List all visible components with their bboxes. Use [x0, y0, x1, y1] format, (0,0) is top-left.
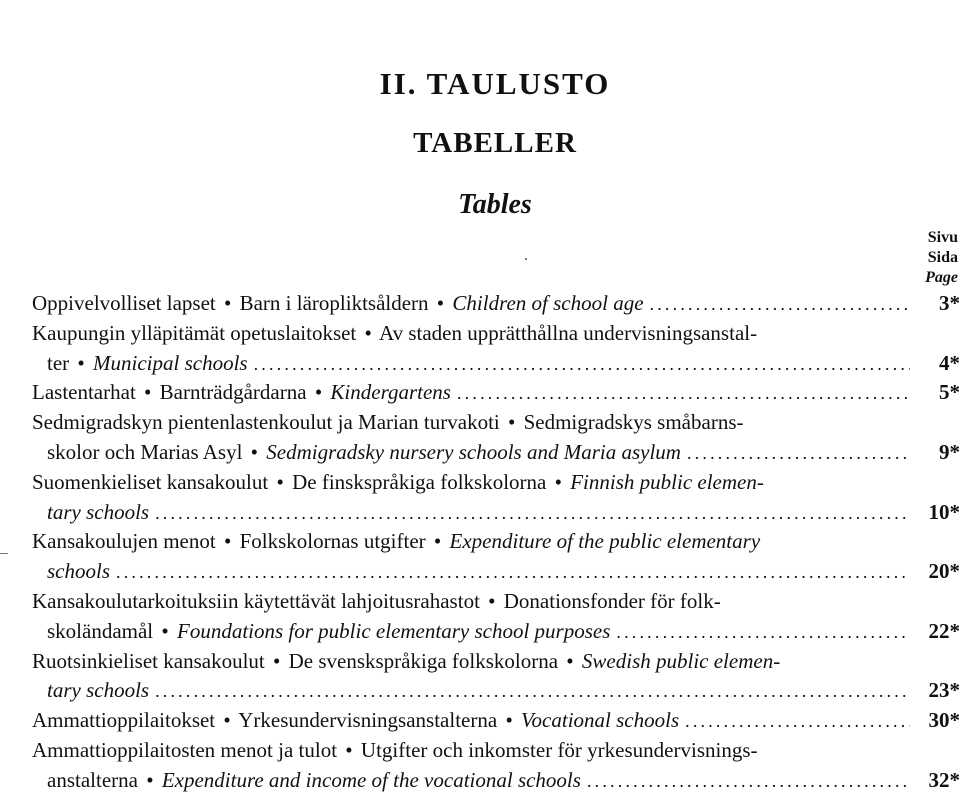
toc-title-en: Municipal schools: [93, 350, 248, 375]
toc-title-fi: Ammattioppilaitosten menot ja tulot: [32, 737, 338, 762]
toc-entry-line: [32, 408, 960, 438]
toc-title-sv: Donationsfonder för folk-: [503, 588, 721, 613]
bullet-separator: •: [364, 320, 372, 345]
toc-entry[interactable]: [32, 378, 960, 408]
page-number: 9*: [939, 439, 960, 464]
toc-entry-text: [32, 647, 780, 677]
toc-entry[interactable]: [32, 736, 960, 796]
toc-title-fi: Ruotsinkieliset kansakoulut: [32, 648, 265, 673]
page-number: 23*: [928, 678, 960, 703]
toc-entry[interactable]: [32, 408, 960, 468]
bullet-separator: •: [223, 529, 232, 554]
bullet-separator: •: [436, 291, 445, 315]
dot-leader: [687, 439, 910, 469]
bullet-separator: •: [505, 708, 513, 733]
page-number: 30*: [928, 708, 960, 733]
toc-entry[interactable]: [32, 289, 960, 319]
toc-entry-text: [32, 527, 760, 557]
toc-entry-line: [32, 736, 960, 766]
dot-leader: [155, 677, 910, 707]
toc-entry-text: [47, 766, 581, 796]
page-number: 22*: [928, 618, 960, 643]
toc-title-en: Finnish public elemen-: [570, 469, 764, 494]
dot-leader: [587, 767, 910, 797]
bullet-separator: •: [144, 380, 152, 405]
toc-title-fi: Kaupungin ylläpitämät opetuslaitokset: [32, 320, 357, 345]
toc-entry-line: [32, 557, 960, 587]
toc-entry-text: [32, 378, 451, 408]
toc-title-sv: Utgifter och inkomster för yrkesundervisnings-: [360, 737, 758, 762]
toc-title-fi: Sedmigradskyn pientenlastenkoulut ja Marian turvakoti: [32, 410, 500, 435]
page-number: 3*: [939, 291, 960, 315]
toc-title-fi: Lastentarhat: [32, 380, 136, 405]
page-column-header: [925, 228, 958, 288]
toc-entry-text: [32, 468, 764, 498]
heading-english: Tables: [458, 189, 532, 220]
toc-entry[interactable]: [32, 587, 960, 647]
dot-leader: [457, 379, 910, 409]
toc-entry-line: [32, 498, 960, 528]
bullet-separator: •: [276, 469, 284, 494]
toc-title-sv: anstalterna: [47, 767, 138, 792]
bullet-separator: •: [345, 737, 353, 762]
toc-title-sv: De svenskspråkiga folkskolorna: [288, 648, 559, 673]
toc-entry-line: [32, 617, 960, 647]
page-number: 32*: [928, 767, 960, 792]
toc-entry[interactable]: [32, 706, 960, 736]
toc-title-fi: Kansakoulujen menot: [32, 529, 216, 554]
toc-entry-line: [32, 647, 960, 677]
bullet-separator: •: [507, 410, 516, 435]
toc-title-sv: Sedmigradskys småbarns-: [523, 410, 744, 435]
toc-entry-line: [32, 378, 960, 408]
dot-leader: [155, 499, 910, 529]
bullet-separator: •: [566, 648, 574, 673]
toc-entry-text: [32, 587, 721, 617]
toc-entry-line: [32, 527, 960, 557]
toc-entry-line: [32, 438, 960, 468]
bullet-separator: •: [250, 439, 259, 464]
print-speck: [525, 258, 527, 260]
toc-title-fi: Suomenkieliset kansakoulut: [32, 469, 269, 494]
toc-title-en: Kindergartens: [330, 380, 451, 405]
toc-title-sv: Barnträdgårdarna: [159, 380, 307, 405]
bullet-separator: •: [223, 291, 232, 315]
page-number: 4*: [939, 350, 960, 375]
toc-entry[interactable]: [32, 319, 960, 379]
toc-title-sv: Folkskolornas utgifter: [239, 529, 426, 554]
page-column-label-sv: Sida: [927, 249, 958, 266]
dot-leader: [616, 618, 910, 648]
bullet-separator: •: [433, 529, 442, 554]
heading-swedish: TABELLER: [413, 127, 577, 159]
page-number: 20*: [928, 559, 960, 584]
toc-entry-text: [32, 736, 758, 766]
bullet-separator: •: [488, 588, 496, 613]
table-of-contents: [32, 289, 960, 796]
toc-entry-line: [32, 289, 960, 319]
toc-entry-line: [32, 319, 960, 349]
toc-entry-line: [32, 349, 960, 379]
bullet-separator: •: [146, 767, 154, 792]
toc-title-en: tary schools: [47, 499, 150, 524]
bullet-separator: •: [223, 708, 231, 733]
dot-leader: [116, 558, 910, 588]
toc-entry-text: [32, 289, 644, 319]
toc-title-en: Foundations for public elementary school purposes: [177, 618, 611, 643]
print-dash-mark: [0, 553, 8, 554]
toc-entry-text: [32, 706, 679, 736]
toc-title-en: Vocational schools: [521, 708, 680, 733]
toc-title-en: Expenditure of the public elementary: [449, 529, 761, 554]
dot-leader: [685, 707, 910, 737]
toc-title-sv: skoländamål: [47, 618, 154, 643]
toc-title-sv: skolor och Marias Asyl: [47, 439, 243, 464]
toc-title-sv: Av staden upprätthållna undervisningsanstal-: [378, 320, 758, 345]
toc-title-sv: De finskspråkiga folkskolorna: [292, 469, 547, 494]
dot-leader: [650, 290, 910, 320]
toc-entry-text: [32, 319, 757, 349]
toc-entry[interactable]: [32, 468, 960, 528]
toc-entry-text: [47, 498, 149, 528]
toc-title-en: Children of school age: [452, 291, 644, 315]
bullet-separator: •: [314, 380, 323, 405]
dot-leader: [254, 350, 910, 380]
toc-entry[interactable]: [32, 527, 960, 587]
toc-entry[interactable]: [32, 647, 960, 707]
toc-title-fi: Kansakoulutarkoituksiin käytettävät lahjoitusrahastot: [32, 588, 480, 613]
toc-title-sv: Barn i läropliktsåldern: [239, 291, 429, 315]
toc-title-en: tary schools: [47, 678, 150, 703]
bullet-separator: •: [272, 648, 281, 673]
toc-entry-text: [47, 438, 681, 468]
toc-entry-line: [32, 468, 960, 498]
toc-entry-line: [32, 676, 960, 706]
toc-entry-text: [47, 557, 110, 587]
toc-entry-text: [47, 676, 149, 706]
toc-entry-text: [32, 408, 743, 438]
page-column-label-fi: Sivu: [927, 229, 958, 246]
toc-entry-line: [32, 706, 960, 736]
toc-title-en: schools: [47, 559, 110, 584]
toc-title-sv: Yrkesundervisningsanstalterna: [238, 708, 498, 733]
page-column-label-en: Page: [925, 269, 958, 286]
page-number: 10*: [928, 499, 960, 524]
toc-entry-text: [47, 617, 610, 647]
toc-entry-line: [32, 766, 960, 796]
toc-title-en: Expenditure and income of the vocational schools: [161, 767, 581, 792]
toc-title-en: Swedish public elemen-: [581, 648, 781, 673]
page-number: 5*: [939, 380, 960, 405]
bullet-separator: •: [161, 618, 169, 643]
bullet-separator: •: [77, 350, 85, 375]
toc-entry-line: [32, 587, 960, 617]
toc-title-en: Sedmigradsky nursery schools and Maria asylum: [266, 439, 681, 464]
toc-title-fi: Ammattioppilaitokset: [32, 708, 216, 733]
toc-entry-text: [47, 349, 248, 379]
toc-title-sv: ter: [47, 350, 70, 375]
bullet-separator: •: [554, 469, 562, 494]
heading-finnish: II. TAULUSTO: [379, 66, 611, 101]
toc-title-fi: Oppivelvolliset lapset: [32, 291, 216, 315]
